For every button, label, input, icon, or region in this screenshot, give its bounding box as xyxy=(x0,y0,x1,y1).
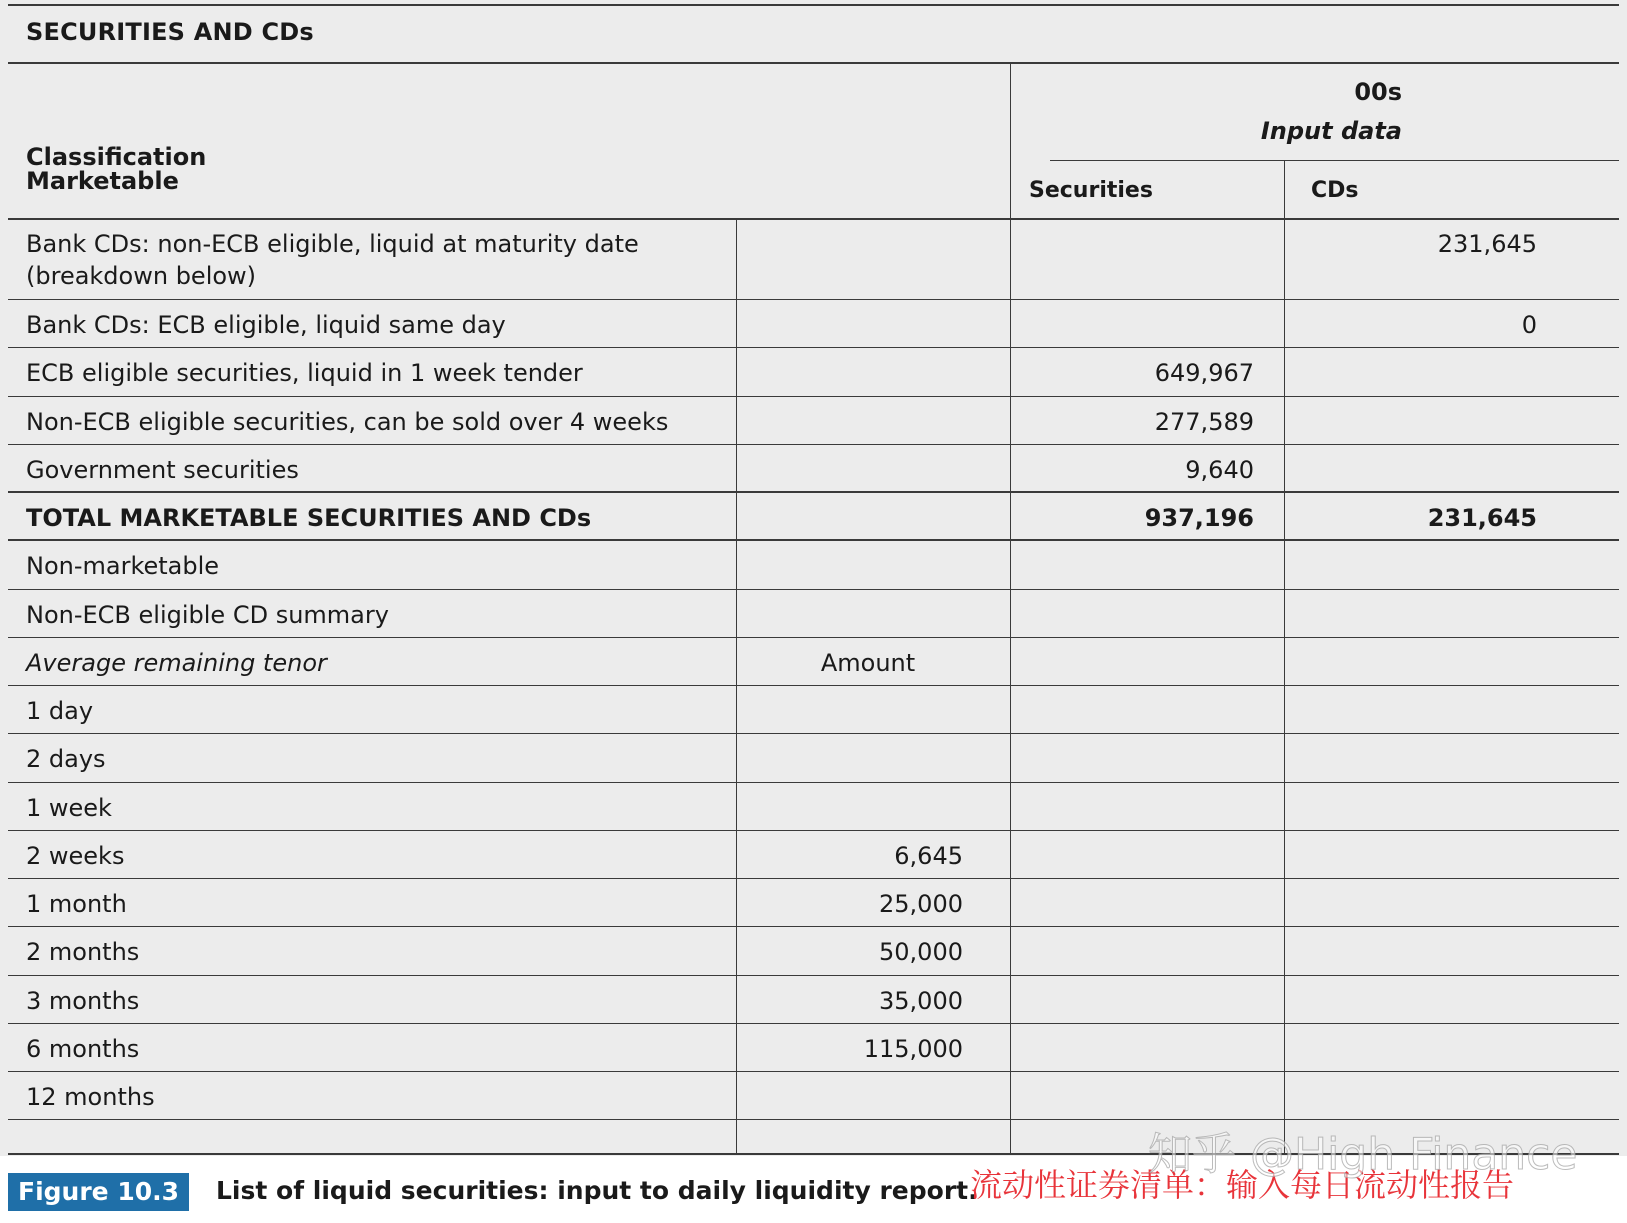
table-row xyxy=(8,976,1619,1024)
column-header-securities: Securities xyxy=(1029,178,1153,203)
table-row xyxy=(8,1024,1619,1072)
classification-header xyxy=(26,138,206,200)
row-label: 1 month xyxy=(26,890,127,918)
cds-cell xyxy=(1335,590,1537,599)
chinese-annotation: 流动性证券清单：输入每日流动性报告 xyxy=(970,1166,1515,1204)
row-label: Average remaining tenor xyxy=(26,649,327,677)
figure-caption: List of liquid securities: input to daily liquidity report. xyxy=(216,1176,978,1205)
amount-cell: 115,000 xyxy=(863,1035,963,1063)
amount-cell: 6,645 xyxy=(894,842,963,870)
securities-cell xyxy=(1051,219,1254,228)
row-label: Bank CDs: non-ECB eligible, liquid at maturity date (breakdown below) xyxy=(26,230,639,290)
table-body xyxy=(8,219,1619,1120)
cds-cell xyxy=(1335,879,1537,888)
row-label: 2 days xyxy=(26,745,106,773)
row-label: Bank CDs: ECB eligible, liquid same day xyxy=(26,311,506,339)
table-row xyxy=(8,638,1619,686)
row-label: Non-ECB eligible CD summary xyxy=(26,601,389,629)
table-row xyxy=(8,445,1619,493)
row-label: 1 week xyxy=(26,794,112,822)
table-row xyxy=(8,219,1619,300)
amount-cell xyxy=(773,300,963,309)
cds-cell xyxy=(1335,445,1537,454)
securities-cell: 9,640 xyxy=(1185,456,1254,484)
table-row xyxy=(8,783,1619,831)
securities-cell xyxy=(1051,783,1254,792)
units-label: 00s xyxy=(1354,78,1402,106)
amount-cell xyxy=(773,734,963,743)
row-label: Non-marketable xyxy=(26,552,220,580)
table-row xyxy=(8,879,1619,927)
securities-cell xyxy=(1051,831,1254,840)
classification-label: Classification xyxy=(26,143,207,171)
amount-cell xyxy=(773,219,963,228)
cds-cell xyxy=(1335,686,1537,695)
amount-cell: 25,000 xyxy=(879,890,963,918)
table-title: SECURITIES AND CDs xyxy=(26,18,314,46)
cds-cell: 231,645 xyxy=(1437,230,1537,258)
table-row xyxy=(8,590,1619,638)
securities-cell xyxy=(1051,1024,1254,1033)
table-row xyxy=(8,493,1619,541)
row-label: Government securities xyxy=(26,456,299,484)
amount-cell xyxy=(773,541,963,550)
securities-cell xyxy=(1051,927,1254,936)
cds-cell: 231,645 xyxy=(1427,504,1537,532)
cds-cell xyxy=(1335,927,1537,936)
column-header-cds: CDs xyxy=(1311,178,1359,203)
figure-badge: Figure 10.3 xyxy=(8,1173,189,1211)
securities-cell xyxy=(1051,300,1254,309)
top-rule xyxy=(8,4,1619,6)
table-row xyxy=(8,397,1619,445)
row-label: 6 months xyxy=(26,1035,140,1063)
table-row xyxy=(8,927,1619,976)
cds-cell xyxy=(1335,348,1537,357)
securities-cell xyxy=(1051,638,1254,647)
row-label: 3 months xyxy=(26,987,140,1015)
row-label: 1 day xyxy=(26,697,94,725)
cds-cell xyxy=(1335,1024,1537,1033)
cds-cell xyxy=(1335,638,1537,647)
cds-cell: 0 xyxy=(1521,311,1537,339)
cds-cell xyxy=(1335,976,1537,985)
amount-cell: 35,000 xyxy=(879,987,963,1015)
table-row xyxy=(8,541,1619,590)
table-row xyxy=(8,686,1619,734)
cds-cell xyxy=(1335,734,1537,743)
amount-cell xyxy=(773,783,963,792)
securities-cell: 649,967 xyxy=(1154,359,1254,387)
row-label: 12 months xyxy=(26,1083,155,1111)
amount-cell xyxy=(773,686,963,695)
securities-cell xyxy=(1051,976,1254,985)
row-label: ECB eligible securities, liquid in 1 week tender xyxy=(26,359,583,387)
securities-cell: 937,196 xyxy=(1144,504,1254,532)
watermark: 知乎 @High Finance xyxy=(1148,1129,1578,1180)
table-row xyxy=(8,1072,1619,1120)
cds-cell xyxy=(1335,541,1537,550)
amount-cell xyxy=(773,397,963,406)
amount-cell: Amount xyxy=(820,649,916,677)
row-label: 2 months xyxy=(26,938,140,966)
securities-cell xyxy=(1051,590,1254,599)
securities-cell: 277,589 xyxy=(1154,408,1254,436)
header-rule xyxy=(8,62,1619,64)
securities-cell xyxy=(1051,1072,1254,1081)
table-row xyxy=(8,348,1619,397)
securities-cell xyxy=(1051,686,1254,695)
input-data-label: Input data xyxy=(1260,117,1402,145)
amount-cell: 50,000 xyxy=(879,938,963,966)
amount-cell xyxy=(773,348,963,357)
row-label: TOTAL MARKETABLE SECURITIES AND CDs xyxy=(26,504,592,532)
row-label: 2 weeks xyxy=(26,842,125,870)
securities-cell xyxy=(1051,734,1254,743)
amount-cell xyxy=(773,1072,963,1081)
amount-cell xyxy=(773,445,963,454)
table-row xyxy=(8,300,1619,348)
securities-cell xyxy=(1051,541,1254,550)
cds-cell xyxy=(1335,783,1537,792)
amount-cell xyxy=(773,590,963,599)
table-row xyxy=(8,831,1619,879)
amount-cell xyxy=(773,493,963,502)
securities-cell xyxy=(1051,879,1254,888)
row-label: Non-ECB eligible securities, can be sold over 4 weeks xyxy=(26,408,669,436)
cds-cell xyxy=(1335,1072,1537,1081)
marketable-label: Marketable xyxy=(26,167,179,195)
subheader-rule xyxy=(1050,160,1619,161)
cds-cell xyxy=(1335,831,1537,840)
cds-cell xyxy=(1335,397,1537,406)
table-row xyxy=(8,734,1619,783)
